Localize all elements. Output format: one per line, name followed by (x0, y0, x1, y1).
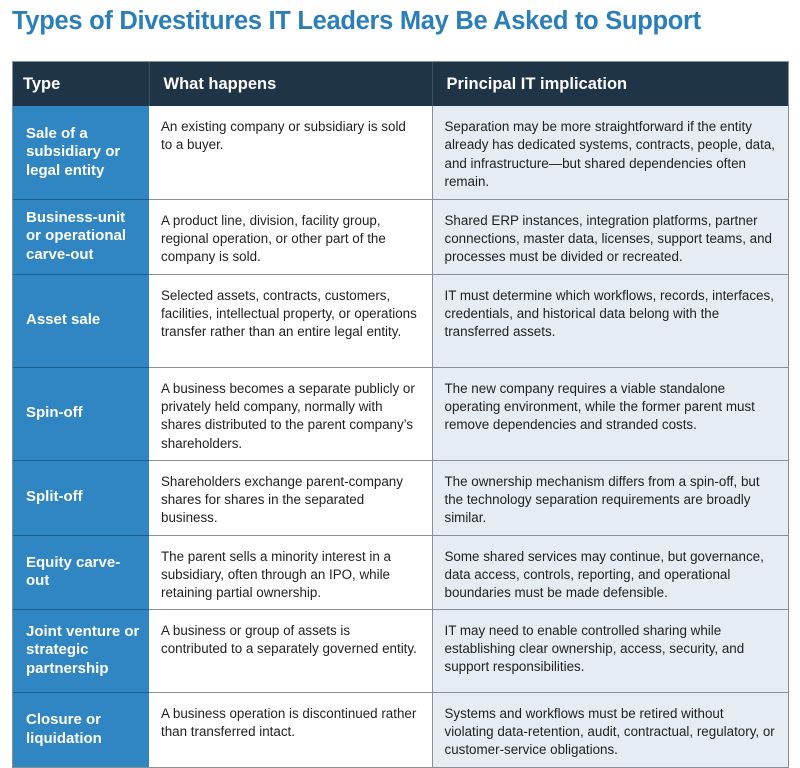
row-what-happens: An existing company or subsidiary is sold to a buyer. (149, 106, 432, 199)
row-what-happens: Shareholders exchange parent-company shares for shares in the separated business. (149, 460, 432, 535)
row-it-implication: The new company requires a viable standalone operating environment, while the former parent must remove dependencies and stranded costs. (432, 367, 788, 460)
page-title: Types of Divestitures IT Leaders May Be Asked to Support (12, 7, 701, 35)
row-it-implication: Some shared services may continue, but governance, data access, controls, reporting, and operational boundaries must be made defensible. (432, 535, 788, 609)
divestiture-types-table (12, 61, 789, 768)
row-what-happens: A business or group of assets is contributed to a separately governed entity. (149, 609, 432, 692)
row-type: Equity carve-out (13, 535, 149, 609)
row-type: Business-unit or operational carve-out (13, 199, 149, 274)
row-it-implication: IT may need to enable controlled sharing while establishing clear ownership, access, security, and support responsibilities. (432, 609, 788, 692)
header-what-happens: What happens (149, 62, 432, 106)
table-row (13, 367, 788, 460)
row-type: Asset sale (13, 274, 149, 367)
row-it-implication: IT must determine which workflows, records, interfaces, credentials, and historical data belong with the transferred assets. (432, 274, 788, 367)
row-it-implication: Separation may be more straightforward if the entity already has dedicated systems, contracts, people, data, and infrastructure—but shared dependencies often remain. (432, 106, 788, 199)
row-it-implication: Shared ERP instances, integration platforms, partner connections, master data, licenses, support teams, and processes must be divided or recreated. (432, 199, 788, 274)
row-it-implication: Systems and workflows must be retired without violating data-retention, audit, contractual, regulatory, or customer-service obligations. (432, 692, 788, 767)
row-type: Sale of a subsidiary or legal entity (13, 106, 149, 199)
row-type: Split-off (13, 460, 149, 535)
table-row (13, 460, 788, 535)
table-row (13, 692, 788, 767)
row-what-happens: A business becomes a separate publicly or privately held company, normally with shares distributed to the parent company’s shareholders. (149, 367, 432, 460)
table-row (13, 274, 788, 367)
table-row (13, 199, 788, 274)
row-type: Spin-off (13, 367, 149, 460)
row-type: Joint venture or strategic partnership (13, 609, 149, 692)
row-what-happens: A product line, division, facility group, regional operation, or other part of the company is sold. (149, 199, 432, 274)
row-what-happens: Selected assets, contracts, customers, facilities, intellectual property, or operations transfer rather than an entire legal entity. (149, 274, 432, 367)
row-type: Closure or liquidation (13, 692, 149, 767)
table-row (13, 609, 788, 692)
header-type: Type (13, 62, 149, 106)
table (13, 62, 788, 767)
header-it-implication: Principal IT implication (432, 62, 788, 106)
table-row (13, 106, 788, 199)
row-it-implication: The ownership mechanism differs from a spin-off, but the technology separation requirements are broadly similar. (432, 460, 788, 535)
table-body (13, 106, 788, 767)
row-what-happens: A business operation is discontinued rather than transferred intact. (149, 692, 432, 767)
table-row (13, 535, 788, 609)
row-what-happens: The parent sells a minority interest in a subsidiary, often through an IPO, while retaining partial ownership. (149, 535, 432, 609)
header-row (13, 62, 788, 106)
table-header (13, 62, 788, 106)
